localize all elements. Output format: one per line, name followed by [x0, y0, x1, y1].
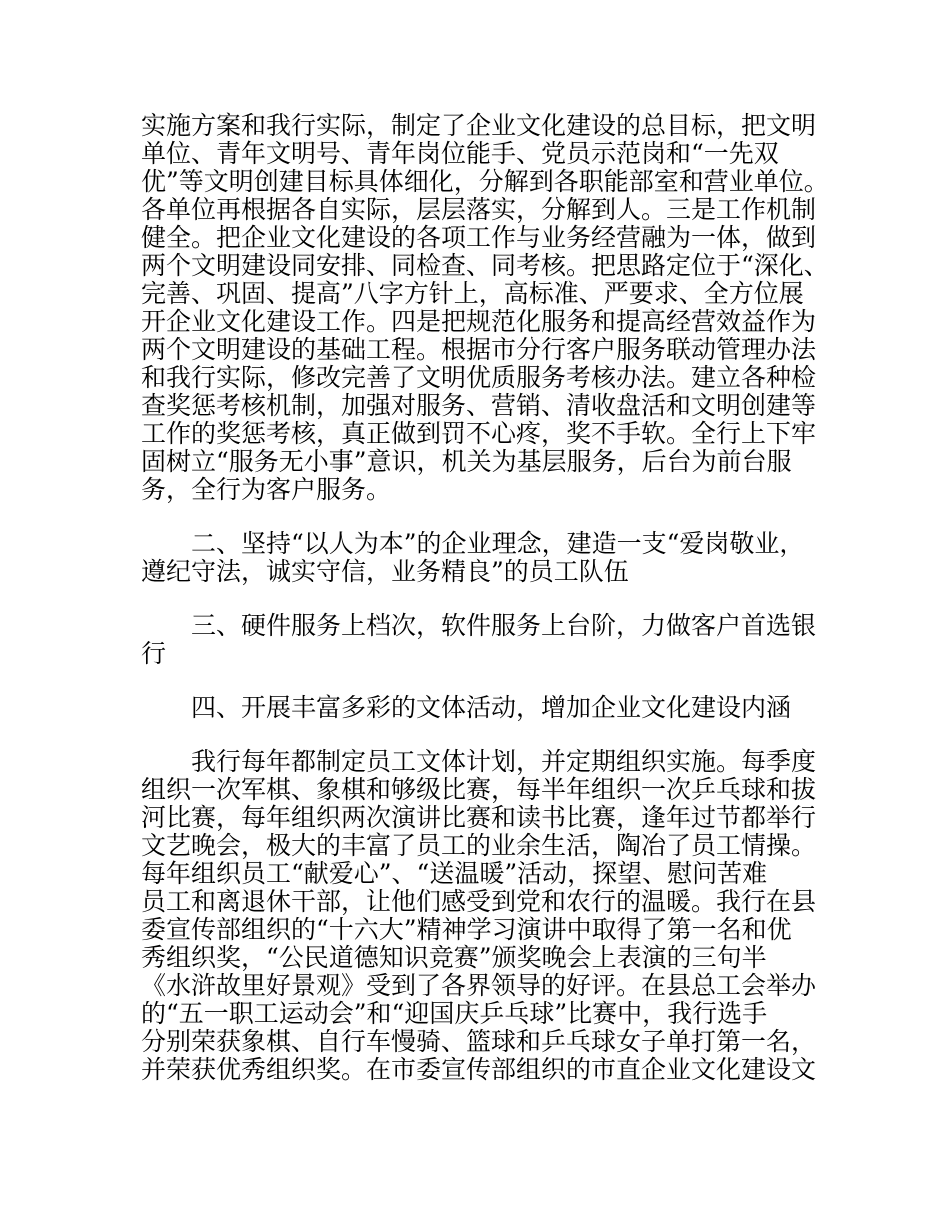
- text-line: 委宣传部组织的“十六大”精神学习演讲中取得了第一名和优: [141, 915, 792, 944]
- section-heading-two: [141, 530, 823, 586]
- text-line: 两个文明建设的基础工程。根据市分行客户服务联动管理办法: [141, 335, 817, 364]
- text-line: 优”等文明创建目标具体细化，分解到各职能部室和营业单位。: [141, 167, 829, 196]
- section-heading-four: [141, 694, 823, 722]
- text-line: 员工和离退休干部，让他们感受到党和农行的温暖。我行在县: [141, 887, 817, 916]
- text-line: 单位、青年文明号、青年岗位能手、党员示范岗和“一先双: [141, 139, 779, 168]
- text-line: 查奖惩考核机制，加强对服务、营销、清收盘活和文明创建等: [141, 391, 817, 420]
- text-line: 的“五一职工运动会”和“迎国庆乒乓球”比赛中，我行选手: [141, 999, 768, 1028]
- text-line: 开企业文化建设工作。四是把规范化服务和提高经营效益作为: [141, 307, 817, 336]
- text-line: 行: [141, 639, 167, 668]
- text-line: 两个文明建设同安排、同检查、同考核。把思路定位于“深化、: [141, 251, 829, 280]
- paragraph-continuation: [141, 111, 829, 504]
- text-line: 务，全行为客户服务。: [141, 475, 392, 504]
- text-line: 分别荣获象棋、自行车慢骑、篮球和乒乓球女子单打第一名，: [141, 1027, 817, 1056]
- paragraph-spacer: [141, 722, 823, 748]
- text-line: 遵纪守法，诚实守信，业务精良”的员工队伍: [141, 557, 629, 586]
- text-line: 每年组织员工“献爱心”、“送温暖”活动，探望、慰问苦难: [141, 859, 768, 888]
- text-line: 四、开展丰富多彩的文体活动，增加企业文化建设内涵: [191, 693, 792, 722]
- text-line: 和我行实际，修改完善了文明优质服务考核办法。建立各种检: [141, 363, 817, 392]
- text-line: 实施方案和我行实际，制定了企业文化建设的总目标，把文明: [141, 111, 817, 140]
- text-line: 并荣获优秀组织奖。在市委宣传部组织的市直企业文化建设文: [141, 1055, 817, 1084]
- text-line: 秀组织奖，“公民道德知识竞赛”颁奖晚会上表演的三句半: [141, 943, 767, 972]
- text-line: 二、坚持“以人为本”的企业理念，建造一支“爱岗敬业，: [191, 529, 805, 558]
- paragraph-spacer: [141, 668, 823, 694]
- text-line: 组织一次军棋、象棋和够级比赛，每半年组织一次乒乓球和拔: [141, 775, 817, 804]
- text-line: 完善、巩固、提高”八字方针上，高标准、严要求、全方位展: [141, 279, 804, 308]
- body-paragraph: [141, 748, 823, 1084]
- text-line: 健全。把企业文化建设的各项工作与业务经营融为一体，做到: [141, 223, 817, 252]
- text-line: 固树立“服务无小事”意识，机关为基层服务，后台为前台服: [141, 447, 792, 476]
- section-heading-three: [141, 612, 823, 668]
- text-line: 工作的奖惩考核，真正做到罚不心疼，奖不手软。全行上下牢: [141, 419, 817, 448]
- text-line: 文艺晚会，极大的丰富了员工的业余生活，陶冶了员工情操。: [141, 831, 817, 860]
- paragraph-spacer: [141, 504, 823, 530]
- text-line: 河比赛，每年组织两次演讲比赛和读书比赛，逢年过节都举行: [141, 803, 817, 832]
- paragraph-spacer: [141, 586, 823, 612]
- document-body: [141, 111, 829, 1084]
- text-line: 三、硬件服务上档次，软件服务上台阶，力做客户首选银: [191, 611, 817, 640]
- text-line: 各单位再根据各自实际，层层落实，分解到人。三是工作机制: [141, 195, 817, 224]
- text-line: 《水浒故里好景观》受到了各界领导的好评。在县总工会举办: [141, 971, 817, 1000]
- text-line: 我行每年都制定员工文体计划，并定期组织实施。每季度: [191, 747, 817, 776]
